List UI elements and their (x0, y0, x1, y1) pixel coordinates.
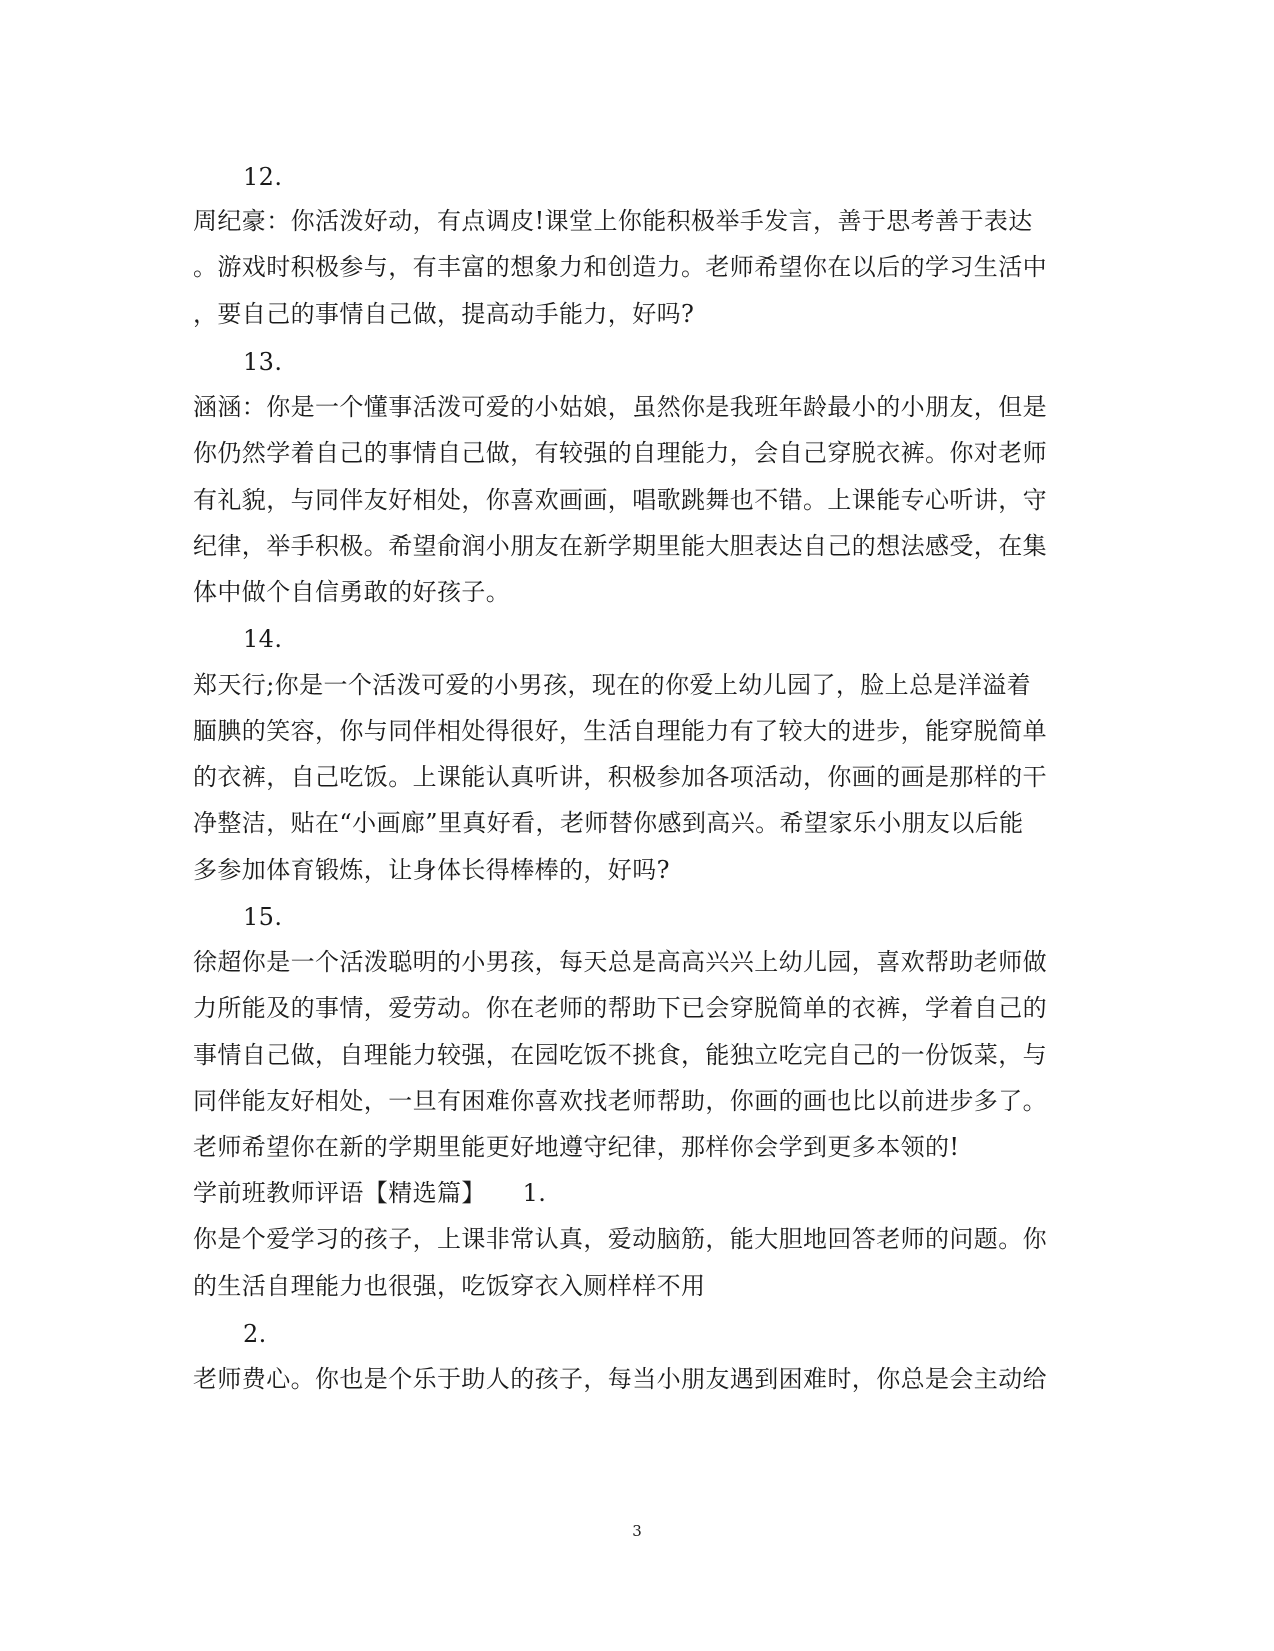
text-line: 力所能及的事情，爱劳动。你在老师的帮助下已会穿脱简单的衣裤，学着自己的 (193, 994, 1047, 1022)
text-line: 同伴能友好相处，一旦有困难你喜欢找老师帮助，你画的画也比以前进步多了。 (193, 1087, 1047, 1115)
item-number-2: 2. (243, 1320, 267, 1348)
text-line: 。游戏时积极参与，有丰富的想象力和创造力。老师希望你在以后的学习生活中 (193, 253, 1047, 281)
text-line: 体中做个自信勇敢的好孩子。 (193, 578, 511, 606)
text-line: 有礼貌，与同伴友好相处，你喜欢画画，唱歌跳舞也不错。上课能专心听讲，守 (193, 486, 1047, 514)
page-number: 3 (632, 1522, 642, 1540)
text-line: 净整洁，贴在“小画廊”里真好看，老师替你感到高兴。希望家乐小朋友以后能 (193, 809, 1024, 837)
item-number-12: 12. (243, 163, 283, 191)
text-line: 徐超你是一个活泼聪明的小男孩，每天总是高高兴兴上幼儿园，喜欢帮助老师做 (193, 948, 1047, 976)
text-line: 你是个爱学习的孩子，上课非常认真，爱动脑筋，能大胆地回答老师的问题。你 (193, 1225, 1047, 1253)
text-line: 的衣裤，自己吃饭。上课能认真听讲，积极参加各项活动，你画的画是那样的干 (193, 763, 1047, 791)
text-line: 的生活自理能力也很强，吃饭穿衣入厕样样不用 (193, 1272, 706, 1300)
text-line: 你仍然学着自己的事情自己做，有较强的自理能力，会自己穿脱衣裤。你对老师 (193, 439, 1047, 467)
item-number-14: 14. (243, 625, 283, 653)
item-number-15: 15. (243, 903, 283, 931)
text-line: 老师希望你在新的学期里能更好地遵守纪律，那样你会学到更多本领的! (193, 1133, 960, 1161)
text-line: 多参加体育锻炼，让身体长得棒棒的，好吗? (193, 856, 670, 884)
item-number-13: 13. (243, 348, 283, 376)
text-line: 事情自己做，自理能力较强，在园吃饭不挑食，能独立吃完自己的一份饭菜，与 (193, 1041, 1047, 1069)
text-line: 郑天行;你是一个活泼可爱的小男孩，现在的你爱上幼儿园了，脸上总是洋溢着 (193, 671, 1032, 699)
text-line: 老师费心。你也是个乐于助人的孩子，每当小朋友遇到困难时，你总是会主动给 (193, 1365, 1047, 1393)
text-line: 纪律，举手积极。希望俞润小朋友在新学期里能大胆表达自己的想法感受，在集 (193, 532, 1047, 560)
text-line: 周纪豪：你活泼好动，有点调皮!课堂上你能积极举手发言，善于思考善于表达 (193, 207, 1033, 235)
text-line: ，要自己的事情自己做，提高动手能力，好吗? (193, 300, 695, 328)
section-heading: 学前班教师评语【精选篇】 1. (193, 1179, 547, 1207)
text-line: 涵涵：你是一个懂事活泼可爱的小姑娘，虽然你是我班年龄最小的小朋友，但是 (193, 393, 1047, 421)
text-line: 腼腆的笑容，你与同伴相处得很好，生活自理能力有了较大的进步，能穿脱简单 (193, 717, 1047, 745)
